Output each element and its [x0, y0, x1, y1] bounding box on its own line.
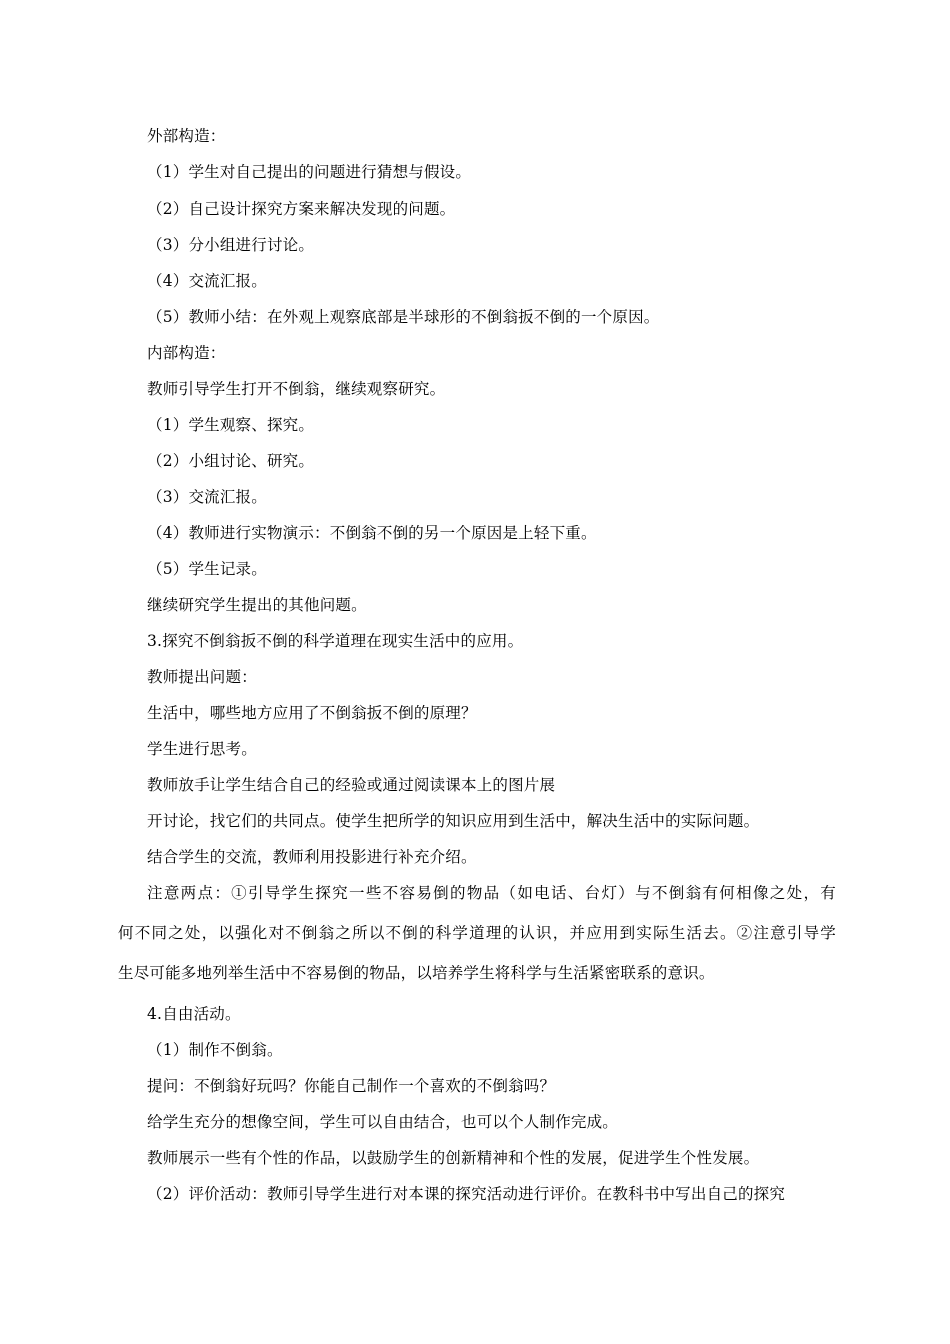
text-line: 4.自由活动。: [147, 1005, 241, 1023]
text-line: 3.探究不倒翁扳不倒的科学道理在现实生活中的应用。: [147, 632, 524, 650]
text-line: 结合学生的交流，教师利用投影进行补充介绍。: [147, 848, 477, 866]
text-line: （1）学生观察、探究。: [147, 416, 315, 434]
text-line: 何不同之处，以强化对不倒翁之所以不倒的科学道理的认识，并应用到实际生活去。②注意引导学: [118, 924, 836, 942]
text-line: （5）学生记录。: [147, 560, 267, 578]
text-line: （4）教师进行实物演示：不倒翁不倒的另一个原因是上轻下重。: [147, 524, 597, 542]
text-line: （2）自己设计探究方案来解决发现的问题。: [147, 200, 456, 218]
text-line: 学生进行思考。: [147, 740, 257, 758]
text-line: 继续研究学生提出的其他问题。: [147, 596, 367, 614]
text-line: 开讨论，找它们的共同点。使学生把所学的知识应用到生活中，解决生活中的实际问题。: [147, 812, 760, 830]
text-line: （3）分小组进行讨论。: [147, 236, 315, 254]
text-line: 生活中，哪些地方应用了不倒翁扳不倒的原理？: [147, 704, 477, 722]
text-line: （1）学生对自己提出的问题进行猜想与假设。: [147, 163, 472, 181]
text-line: 内部构造：: [147, 344, 226, 362]
text-line: （2）小组讨论、研究。: [147, 452, 315, 470]
text-line: 教师展示一些有个性的作品，以鼓励学生的创新精神和个性的发展，促进学生个性发展。: [147, 1149, 760, 1167]
text-line: （2）评价活动：教师引导学生进行对本课的探究活动进行评价。在教科书中写出自己的探究: [147, 1185, 786, 1203]
text-line: （4）交流汇报。: [147, 272, 267, 290]
text-line: 生尽可能多地列举生活中不容易倒的物品，以培养学生将科学与生活紧密联系的意识。: [118, 964, 715, 982]
text-line: 教师引导学生打开不倒翁，继续观察研究。: [147, 380, 446, 398]
text-line: 注意两点：①引导学生探究一些不容易倒的物品（如电话、台灯）与不倒翁有何相像之处，有: [147, 884, 836, 902]
text-line: （3）交流汇报。: [147, 488, 267, 506]
text-line: （5）教师小结：在外观上观察底部是半球形的不倒翁扳不倒的一个原因。: [147, 308, 660, 326]
text-line: 提问：不倒翁好玩吗？你能自己制作一个喜欢的不倒翁吗？: [147, 1077, 556, 1095]
text-line: （1）制作不倒翁。: [147, 1041, 283, 1059]
text-line: 教师放手让学生结合自己的经验或通过阅读课本上的图片展: [147, 776, 556, 794]
text-line: 教师提出问题：: [147, 668, 257, 686]
text-line: 外部构造：: [147, 127, 226, 145]
text-line: 给学生充分的想像空间，学生可以自由结合，也可以个人制作完成。: [147, 1113, 619, 1131]
